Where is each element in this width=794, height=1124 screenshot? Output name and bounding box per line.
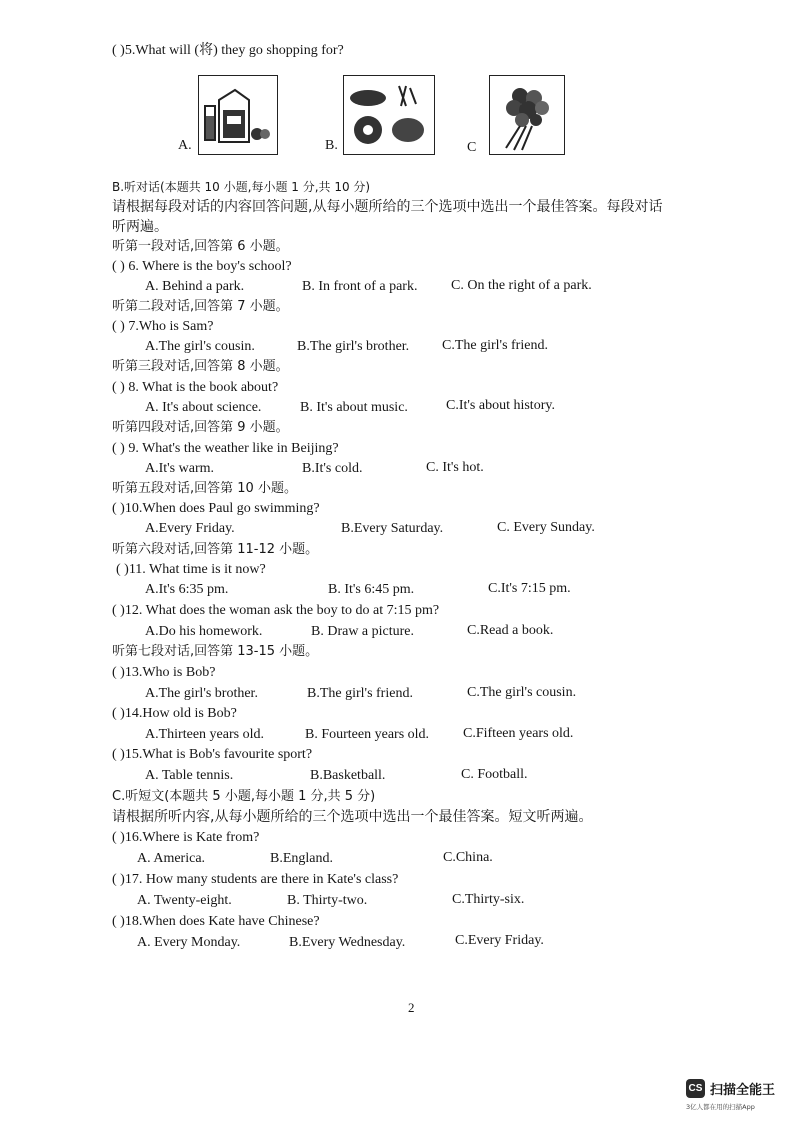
option-a: A. Every Monday. [137, 935, 241, 950]
option-a: A. Table tennis. [145, 768, 234, 783]
option-b: B.Basketball. [310, 768, 386, 783]
option-c: C. It's hot. [426, 460, 484, 475]
answer-paren: ( ) [112, 43, 125, 58]
picture-milk-drinks [198, 75, 278, 155]
question-text: 16.Where is Kate from? [124, 830, 260, 845]
page-number: 2 [408, 1000, 415, 1015]
question-12 [112, 602, 439, 620]
dialog-header: 听第六段对话,回答第 11-12 小题。 [112, 542, 319, 557]
option-a: A.Thirteen years old. [145, 727, 264, 742]
watermark-name: 扫描全能王 [710, 1083, 776, 1098]
question-text: 12. What does the woman ask the boy to do at 7:15 pm? [124, 603, 440, 618]
question-15 [112, 746, 312, 764]
dialog-header: 听第五段对话,回答第 10 小题。 [112, 481, 297, 496]
dialog-header: 听第四段对话,回答第 9 小题。 [112, 420, 289, 435]
option-c: C.The girl's cousin. [467, 685, 577, 700]
question-text: 10.When does Paul go swimming? [124, 501, 320, 516]
option-b: B. It's about music. [300, 400, 408, 415]
option-b: B. Draw a picture. [311, 624, 415, 639]
option-a: A.The girl's brother. [145, 686, 258, 701]
question-16 [112, 829, 259, 847]
option-c: C. On the right of a park. [451, 278, 592, 293]
question-11 [116, 561, 266, 579]
option-b: B.Every Wednesday. [289, 935, 406, 950]
dialog-header: 听第二段对话,回答第 7 小题。 [112, 299, 289, 314]
answer-paren: ( ) [112, 914, 125, 929]
option-c: C.It's 7:15 pm. [488, 581, 571, 596]
section-b-title: B.听对话(本题共 10 小题,每小题 1 分,共 10 分) [112, 180, 371, 194]
option-c: C. Football. [461, 767, 528, 782]
option-a: A.The girl's cousin. [145, 339, 255, 354]
picture-bread-food [343, 75, 435, 155]
option-c: C.Fifteen years old. [463, 726, 574, 741]
question-18 [112, 913, 320, 931]
option-c: C.Read a book. [467, 623, 554, 638]
question-text: 8. What is the book about? [128, 380, 279, 395]
section-b-instruction-cont: 听两遍。 [112, 219, 168, 235]
dialog-header: 听第三段对话,回答第 8 小题。 [112, 359, 289, 374]
watermark-tagline: 3亿人都在用的扫描App [686, 1103, 755, 1111]
question-text: 6. Where is the boy's school? [128, 259, 292, 274]
answer-paren: ( ) [116, 562, 129, 577]
question-9 [112, 440, 339, 458]
option-c: C. Every Sunday. [497, 520, 595, 535]
option-b: B.The girl's brother. [297, 339, 410, 354]
option-a: A.It's 6:35 pm. [145, 582, 229, 597]
question-17 [112, 871, 398, 889]
option-b: B.The girl's friend. [307, 686, 413, 701]
answer-paren: ( ) [112, 747, 125, 762]
option-b: B. Thirty-two. [287, 893, 368, 908]
option-a: A. Twenty-eight. [137, 893, 232, 908]
flower-bouquet-icon [490, 76, 564, 154]
option-b: B.Every Saturday. [341, 521, 444, 536]
question-text: 11. What time is it now? [128, 562, 266, 577]
dialog-header: 听第七段对话,回答第 13-15 小题。 [112, 644, 319, 659]
question-text: 18.When does Kate have Chinese? [124, 914, 320, 929]
scanner-watermark [686, 1076, 794, 1116]
option-a: A.Every Friday. [145, 521, 235, 536]
question-6 [112, 258, 292, 276]
answer-paren: ( ) [112, 603, 125, 618]
question-text: 9. What's the weather like in Beijing? [128, 441, 339, 456]
question-8 [112, 379, 278, 397]
question-text: 17. How many students are there in Kate's class? [124, 872, 399, 887]
answer-paren: ( ) [112, 872, 125, 887]
dialog-header: 听第一段对话,回答第 6 小题。 [112, 239, 289, 254]
answer-paren: ( ) [112, 706, 125, 721]
camscanner-logo-icon: CS [686, 1079, 705, 1098]
option-c: C.Every Friday. [455, 933, 544, 948]
option-a: A.Do his homework. [145, 624, 263, 639]
picture-flowers [489, 75, 565, 155]
section-b-instruction: 请根据每段对话的内容回答问题,从每小题所给的三个选项中选出一个最佳答案。每段对话 [112, 199, 663, 215]
answer-paren: ( ) [112, 501, 125, 516]
bread-icon [344, 76, 434, 154]
question-7 [112, 318, 213, 336]
option-c: C.The girl's friend. [442, 338, 548, 353]
answer-paren: ( ) [112, 830, 125, 845]
question-text: 5.What will (将) they go shopping for? [124, 43, 344, 58]
section-c-instruction: 请根据所听内容,从每小题所给的三个选项中选出一个最佳答案。短文听两遍。 [112, 809, 593, 825]
answer-paren: ( ) [112, 319, 125, 334]
option-label-c: C [467, 140, 477, 155]
answer-paren: ( ) [112, 259, 125, 274]
option-c: C.Thirty-six. [452, 892, 525, 907]
question-14 [112, 705, 237, 723]
option-b: B. In front of a park. [302, 279, 418, 294]
question-10 [112, 500, 320, 518]
answer-paren: ( ) [112, 380, 125, 395]
option-b: B. It's 6:45 pm. [328, 582, 415, 597]
question-text: 7.Who is Sam? [128, 319, 214, 334]
option-label-a: A. [178, 138, 192, 153]
question-13 [112, 664, 215, 682]
milk-carton-icon [199, 76, 277, 154]
option-b: B.It's cold. [302, 461, 363, 476]
option-a: A. America. [137, 851, 206, 866]
question-text: 14.How old is Bob? [124, 706, 237, 721]
option-b: B.England. [270, 851, 333, 866]
option-a: A. Behind a park. [145, 279, 245, 294]
answer-paren: ( ) [112, 441, 125, 456]
option-a: A. It's about science. [145, 400, 262, 415]
option-c: C.It's about history. [446, 398, 555, 413]
option-a: A.It's warm. [145, 461, 215, 476]
option-c: C.China. [443, 850, 493, 865]
section-c-title: C.听短文(本题共 5 小题,每小题 1 分,共 5 分) [112, 789, 376, 804]
option-label-b: B. [325, 138, 338, 153]
option-b: B. Fourteen years old. [305, 727, 430, 742]
question-text: 13.Who is Bob? [124, 665, 216, 680]
question-5 [112, 42, 344, 60]
answer-paren: ( ) [112, 665, 125, 680]
question-text: 15.What is Bob's favourite sport? [124, 747, 313, 762]
